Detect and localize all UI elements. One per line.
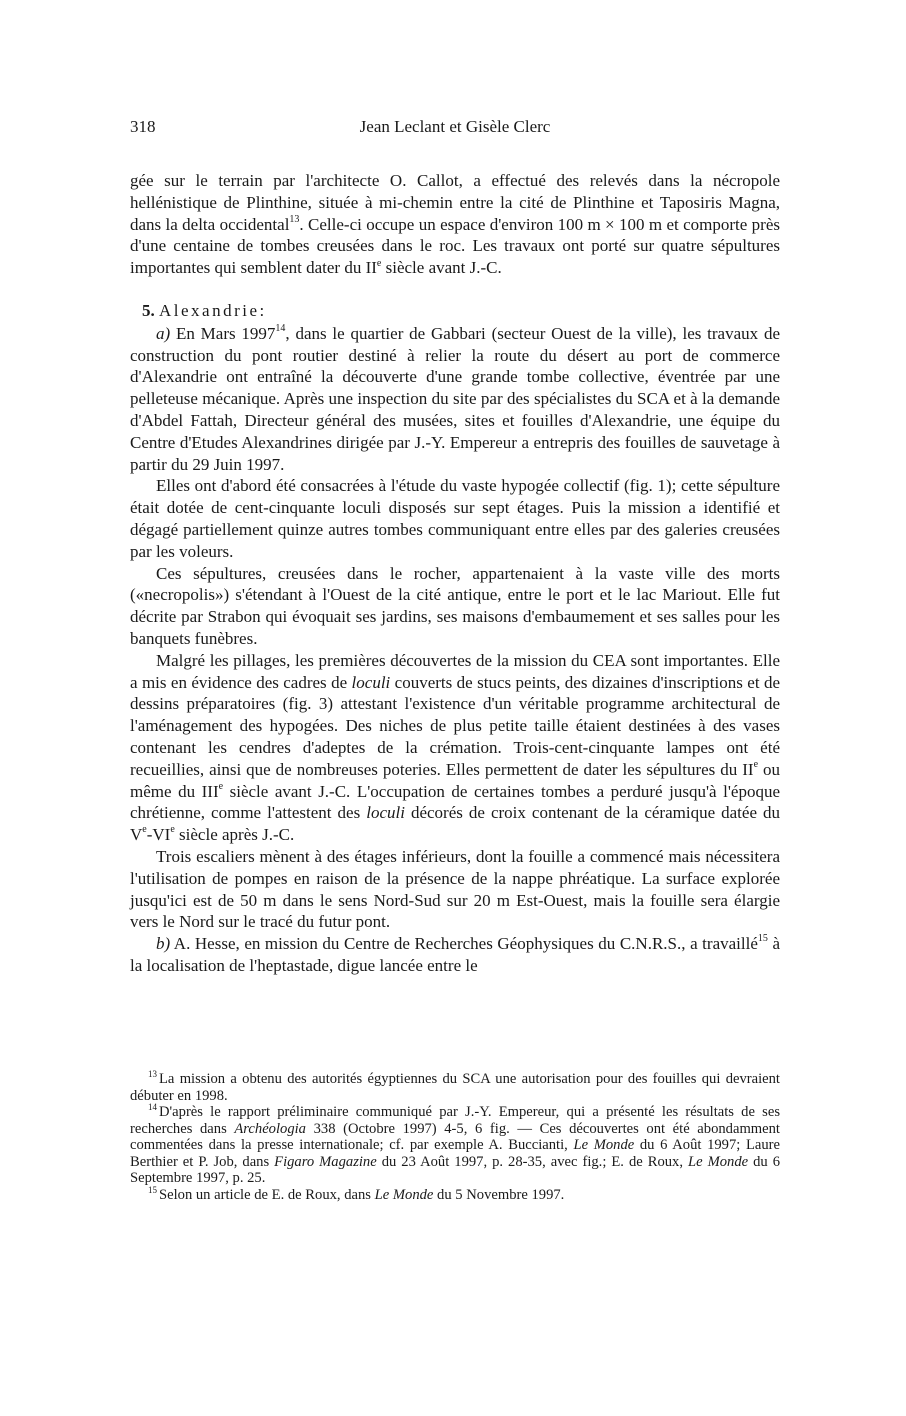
footnote-15: $^{15}$ Selon un article de E. de Roux, dans Le Monde du 5 Novembre 1997. xyxy=(148,1184,565,1203)
paragraph-5: Malgré les pillages, les premières découvertes de la mission du CEA sont importantes. Elle a mis en évidence des cadres de loculi couverts de stucs peints, des dizaines d'inscriptions et de dessins préparatoires (fig. 3) attestant l'existence d'un véritable programme architectural de l'aménagement des hypogées. Des niches de plus petite taille étaient destinées à des vases contenant les cendres d'adeptes de la crémation. Trois-cent-cinquante lampes ont été recueillies, ainsi que de nombreuses poteries. Elles permettent de dater les sépultures du IIe ou même du IIIe siècle avant J.-C. L'occupation de certaines tombes a perduré jusqu'à l'époque chrétienne, comme l'attestent des loculi décorés de croix contenant de la céramique datée du Ve-VIe siècle après J.-C. xyxy=(130,650,781,845)
footnote-14: $^{14}$ D'après le rapport préliminaire communiqué par J.-Y. Empereur, qui a présenté les résultats de ses recherches dans Archéologia 338 (Octobre 1997) 4-5, 6 fig. — Ces découvertes ont été abondamment commentées dans la presse internationale; cf. par exemple A. Buccianti, Le Monde du 6 Août 1997; Laure Berthier et P. Job, dans Figaro Magazine du 23 Août 1997, p. 28-35, avec fig.; E. de Roux, Le Monde du 6 Septembre 1997, p. 25. xyxy=(130,1102,780,1186)
item-marker-a: a) xyxy=(156,323,171,343)
footnote-13: $^{13}$ La mission a obtenu des autorités égyptiennes du SCA une autorisation pour des fouilles qui devraient débuter en 1998. xyxy=(130,1069,780,1104)
paragraph-2: a) En Mars 1997$^{14}$, dans le quartier de Gabbari (secteur Ouest de la ville), les travaux de construction du pont routier destiné à relier la route du désert au port de commerce d'Alexandrie ont entraîné la découverte d'une grande tombe collective, éventrée par une pelleteuse mécanique. Après une inspection du site par des spécialistes du SCA et à la demande d'Abdel Fattah, Directeur général des musées, sites et fouilles d'Alexandrie, une équipe du Centre d'Etudes Alexandrines dirigée par J.-Y. Empereur a entrepris des fouilles de sauvetage à partir du 29 Juin 1997. xyxy=(130,323,780,474)
page-number: 318 xyxy=(130,117,156,136)
section-title: Alexandrie: xyxy=(159,300,267,320)
item-marker-b: b) xyxy=(156,934,171,954)
section-number: 5. xyxy=(142,300,155,320)
footnote-ref-15: 15 xyxy=(757,933,768,945)
footnote-ref-14: 14 xyxy=(275,323,286,335)
paragraph-6: Trois escaliers mènent à des étages inférieurs, dont la fouille a commencé mais nécessitera l'utilisation de pompes en raison de la présence de la nappe phréatique. La surface explorée jusqu'ici est de 50 m dans le sens Nord-Sud sur 20 m Est-Ouest, mais la fouille sera élargie vers le Nord sur le tracé du futur pont. xyxy=(130,846,780,932)
paragraph-1: gée sur le terrain par l'architecte O. Callot, a effectué des relevés dans la nécropole hellénistique de Plinthine, située à mi-chemin entre la cité de Plinthine et Taposiris Magna, dans la delta occidental$^{13}$. Celle-ci occupe un espace d'environ 100 m × 100 m et comporte près d'une centaine de tombes creusées dans le roc. Les travaux ont porté sur quatre sépultures importantes qui semblent dater du IIe siècle avant J.-C. xyxy=(130,171,780,278)
paragraph-3: Elles ont d'abord été consacrées à l'étude du vaste hypogée collectif (fig. 1); cette sépulture était dotée de cent-cinquante loculi disposés sur sept étages. Puis la mission a identifié et dégagé partiellement quinze autres tombes communiquant entre elles par des galeries creusées par les voleurs. xyxy=(130,476,780,561)
body-text xyxy=(130,170,780,977)
footnote-ref-13: 13 xyxy=(289,213,300,225)
paragraph-4: Ces sépultures, creusées dans le rocher, appartenaient à la vaste ville des morts («necropolis») s'étendant à l'Ouest de la cité antique, entre le port et le lac Mariout. Elle fut décrite par Strabon qui évoquait ses jardins, ses maisons d'embaumement et ses salles pour les banquets funèbres. xyxy=(130,563,780,648)
running-title: Jean Leclant et Gisèle Clerc xyxy=(359,117,551,136)
section-heading xyxy=(142,300,780,322)
page-header xyxy=(130,117,780,141)
footnotes xyxy=(130,1071,780,1203)
paragraph-7: b) A. Hesse, en mission du Centre de Recherches Géophysiques du C.N.R.S., a travaillé$^{15}$ à la localisation de l'heptastade, digue lancée entre le xyxy=(130,933,780,975)
